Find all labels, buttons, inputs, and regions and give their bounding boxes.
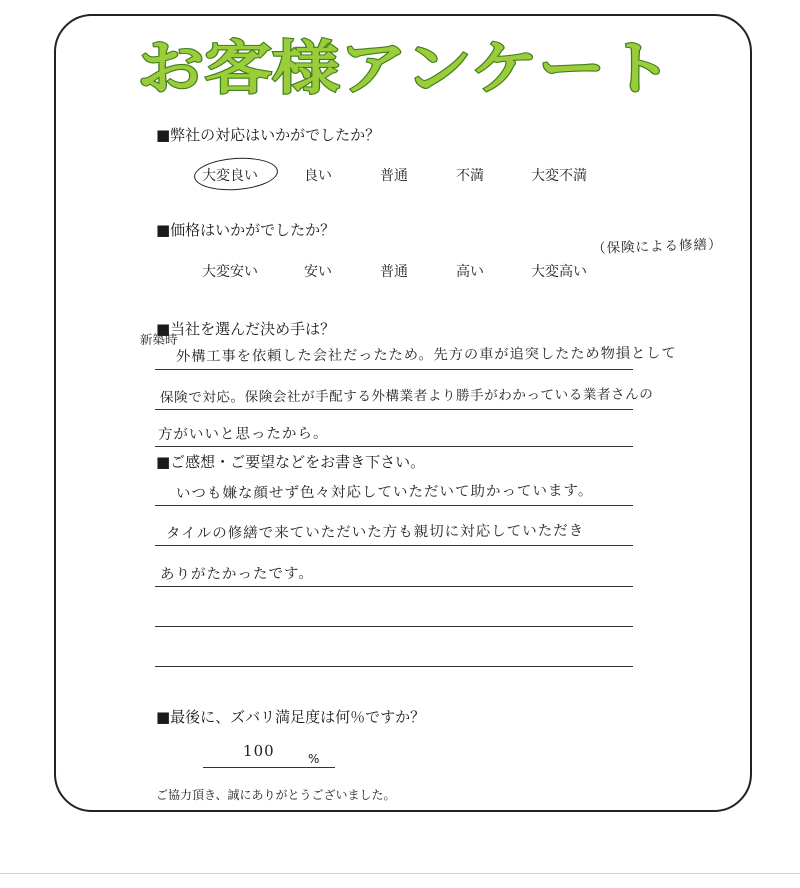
option-price-average[interactable]: 普通 [380,264,408,280]
answer-line-1: 外構工事を依頼した会社だったため。先方の車が追突したため物損として [175,345,677,365]
option-very-good[interactable]: 大変良い [202,168,258,184]
answer-line-3: 方がいいと思ったから。 [157,425,329,443]
survey-title [135,26,675,104]
option-good[interactable]: 良い [304,168,332,184]
question-deciding-factor: ■当社を選んだ決め手は？ [156,320,336,338]
option-very-cheap[interactable]: 大変安い [202,264,258,280]
survey-title-text: お客様アンケート [137,34,673,102]
comment-line-2: タイルの修繕で来ていただいた方も親切に対応していただき [165,523,585,542]
option-very-dissatisfied[interactable]: 大変不満 [531,168,587,184]
question-service: ■弊社の対応はいかがでしたか？ [156,126,381,144]
option-dissatisfied[interactable]: 不満 [456,168,484,184]
option-cheap[interactable]: 安い [304,264,332,280]
answer-rule [155,369,633,370]
question-satisfaction: ■最後に、ズバリ満足度は何％ですか？ [156,708,426,726]
footer-thanks: ご協力頂き、誠にありがとうございました。 [156,788,396,802]
comment-rule [155,626,633,627]
question-comments: ■ご感想・ご要望などをお書き下さい。 [156,453,426,471]
question-price: ■価格はいかがでしたか？ [156,221,336,239]
comment-rule [155,505,633,506]
comment-rule [155,586,633,587]
answer-rule [155,446,633,447]
comment-rule [155,545,633,546]
answer-line-2: 保険で対応。保険会社が手配する外構業者より勝手がわかっている業者さんの [159,386,654,406]
percent-unit: % [308,752,320,766]
comment-line-3: ありがたかったです。 [159,565,314,583]
comment-line-1: いつも嫌な顔せず色々対応していただいて助かっています。 [175,483,594,502]
option-very-expensive[interactable]: 大変高い [531,264,587,280]
option-average[interactable]: 普通 [380,168,408,184]
satisfaction-value: 100 [242,741,275,760]
option-expensive[interactable]: 高い [456,264,484,280]
comment-rule [155,666,633,667]
answer-rule [155,409,633,410]
satisfaction-rule [203,767,335,768]
price-note: （保険による修繕） [591,236,723,257]
scan-edge-line [0,873,800,874]
handwritten-annotation: 新築時 [139,331,178,347]
